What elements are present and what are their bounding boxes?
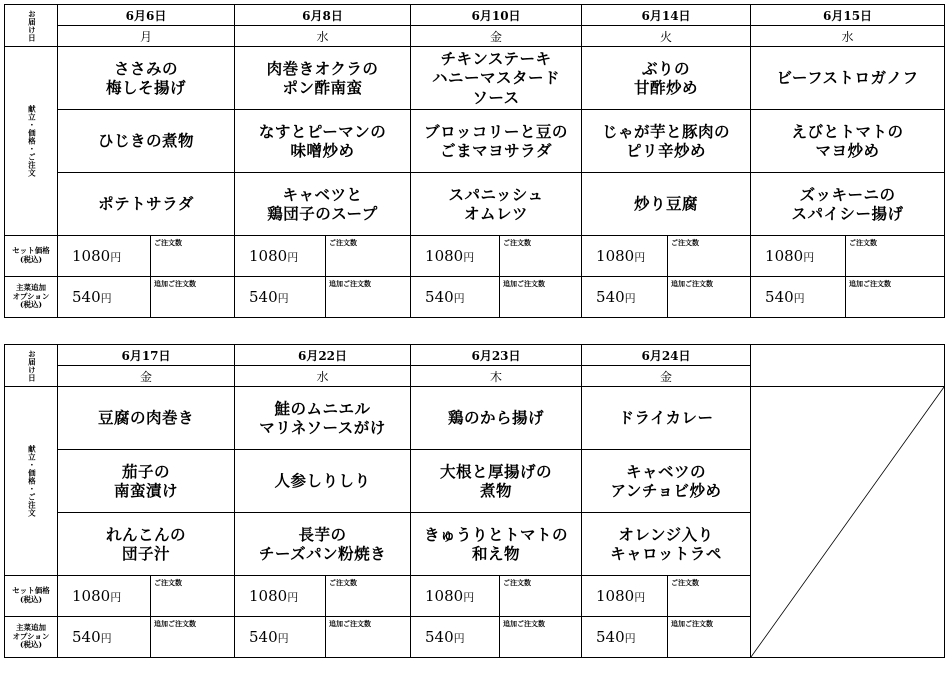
row-label-text (5, 284, 57, 310)
yen-unit: 円 (100, 292, 112, 305)
dish-line: オムレツ (464, 204, 529, 223)
dish-line: ハニーマスタード (432, 68, 561, 88)
set-price-value: 1080 (596, 587, 635, 605)
dish-name (58, 387, 235, 450)
extra-price (411, 617, 500, 658)
dish-line: じゃが芋と豚肉の (602, 121, 731, 141)
extra-price (582, 617, 668, 658)
dish-name (582, 450, 751, 513)
order-count-field[interactable] (668, 236, 751, 277)
dish-name (411, 450, 582, 513)
dish-line: 梅しそ揚げ (106, 78, 187, 97)
dish-name (582, 513, 751, 576)
dish-name (58, 173, 235, 236)
weekday: 木 (411, 366, 582, 387)
set-price (235, 236, 326, 277)
extra-price (58, 617, 151, 658)
extra-order-count-field[interactable] (500, 277, 582, 318)
row-label-line: 主菜追加 (16, 283, 46, 293)
yen-unit: 円 (100, 632, 112, 645)
row-label-text: 献立・価格・ご注文 (27, 445, 37, 517)
yen-unit: 円 (634, 591, 646, 604)
dish-name (411, 173, 582, 236)
extra-price-value: 540 (72, 628, 101, 646)
dish-line: 豆腐の肉巻き (97, 408, 194, 428)
dish-name (235, 450, 411, 513)
dish-line: ビーフストロガノフ (776, 68, 919, 88)
row-label-line: 主菜追加 (16, 623, 46, 633)
row-label-line: セット価格 (12, 586, 50, 596)
dish-name (235, 173, 411, 236)
delivery-date: 6月23日 (411, 345, 582, 366)
empty-header-cell (751, 345, 945, 387)
dish-line: ピリ辛炒め (626, 141, 707, 160)
set-price (235, 576, 326, 617)
dish-line: マヨ炒め (815, 141, 880, 160)
dish-name (751, 173, 945, 236)
yen-unit: 円 (793, 292, 805, 305)
set-price-value: 1080 (596, 247, 635, 265)
week1-body (5, 5, 945, 318)
dish-line: アンチョビ炒め (610, 481, 722, 500)
dish-line: チキンステーキ (440, 48, 552, 68)
yen-unit: 円 (277, 292, 289, 305)
dish-name (582, 173, 751, 236)
menu-table-week2 (4, 344, 945, 658)
order-count-label: ご注文数 (671, 578, 699, 587)
weekday: 水 (235, 26, 411, 47)
row-label (5, 47, 58, 236)
weekday: 月 (58, 26, 235, 47)
delivery-date: 6月15日 (751, 5, 945, 26)
delivery-date: 6月10日 (411, 5, 582, 26)
set-price (58, 236, 151, 277)
order-count-label: ご注文数 (329, 238, 358, 247)
row-label (5, 617, 58, 658)
dish-line: 鶏のから揚げ (447, 408, 544, 428)
set-price-value: 1080 (425, 247, 464, 265)
extra-order-count-field[interactable] (668, 277, 751, 318)
dish-line: キャロットラペ (610, 544, 722, 563)
set-price-value: 1080 (425, 587, 464, 605)
yen-unit: 円 (453, 292, 465, 305)
dish-line: オレンジ入り (618, 524, 714, 544)
set-price (411, 576, 500, 617)
dish-line: 煮物 (479, 481, 512, 500)
dish-name (235, 47, 411, 110)
dish-line: ささみの (114, 58, 179, 78)
empty-slot (751, 387, 945, 658)
order-count-field[interactable] (846, 236, 945, 277)
dish-line: キャベツと (282, 184, 363, 204)
dish-line: 鮭のムニエル (274, 398, 371, 418)
dish-line: 大根と厚揚げの (439, 461, 552, 481)
order-count-label: ご注文数 (503, 578, 531, 587)
dish-name (411, 387, 582, 450)
extra-price (582, 277, 668, 318)
set-price-value: 1080 (72, 247, 111, 265)
dish-name (58, 110, 235, 173)
row-label-text (5, 247, 57, 264)
extra-order-count-label: 追加ご注文数 (154, 279, 196, 288)
dish-line: ごまマヨサラダ (440, 141, 552, 160)
order-count-label: ご注文数 (849, 238, 878, 247)
extra-price (235, 277, 326, 318)
dish-line: ぶりの (642, 58, 691, 78)
set-price (582, 236, 668, 277)
row-label (5, 576, 58, 617)
dish-line: えびとトマトの (791, 121, 904, 141)
order-count-label: ご注文数 (329, 578, 357, 587)
extra-order-count-label: 追加ご注文数 (671, 279, 714, 288)
extra-price (235, 617, 326, 658)
dish-line: ひじきの煮物 (98, 131, 195, 151)
dish-line: きゅうりとトマトの (423, 524, 568, 544)
row-label-line: (税込) (19, 300, 43, 310)
yen-unit: 円 (624, 632, 636, 645)
extra-order-count-label: 追加ご注文数 (154, 619, 196, 628)
row-label (5, 236, 58, 277)
yen-unit: 円 (287, 251, 299, 264)
set-price-value: 1080 (765, 247, 804, 265)
row-label-line: オプション (12, 631, 50, 641)
dish-name (751, 47, 945, 110)
set-price-value: 1080 (249, 587, 288, 605)
row-label-text (5, 587, 57, 604)
row-label-line: (税込) (19, 640, 43, 650)
row-label-line: セット価格 (12, 246, 50, 256)
row-label-text: お届け日 (27, 349, 37, 382)
dish-name (58, 513, 235, 576)
extra-price-value: 540 (596, 628, 625, 646)
dish-line: スパニッシュ (448, 184, 544, 204)
dish-name (582, 110, 751, 173)
weekday: 金 (582, 366, 751, 387)
row-label-text: お届け日 (27, 9, 37, 42)
set-price (58, 576, 151, 617)
order-count-label: ご注文数 (154, 578, 182, 587)
dish-line: 茄子の (121, 461, 170, 481)
dish-line: 肉巻きオクラの (266, 58, 379, 78)
weekday: 水 (235, 366, 411, 387)
set-price (411, 236, 500, 277)
dish-name (58, 47, 235, 110)
dish-name (235, 110, 411, 173)
dish-line: ドライカレー (618, 408, 714, 428)
extra-price (751, 277, 846, 318)
dish-name (411, 513, 582, 576)
row-label (5, 387, 58, 576)
dish-name (58, 450, 235, 513)
row-label (5, 5, 58, 47)
yen-unit: 円 (453, 632, 465, 645)
extra-order-count-field[interactable] (500, 617, 582, 658)
yen-unit: 円 (110, 591, 122, 604)
dish-line: 長芋の (298, 524, 347, 544)
delivery-date: 6月6日 (58, 5, 235, 26)
order-count-field[interactable] (668, 576, 751, 617)
extra-price-value: 540 (425, 288, 454, 306)
menu-table-week1 (4, 4, 945, 318)
dish-line: 南蛮漬け (113, 481, 178, 500)
extra-price-value: 540 (765, 288, 794, 306)
delivery-date: 6月24日 (582, 345, 751, 366)
dish-name (235, 513, 411, 576)
dish-name (411, 110, 582, 173)
weekday: 水 (751, 26, 945, 47)
dish-line: ソース (472, 87, 520, 107)
delivery-date: 6月14日 (582, 5, 751, 26)
delivery-date: 6月17日 (58, 345, 235, 366)
extra-order-count-field[interactable] (326, 277, 411, 318)
weekday: 火 (582, 26, 751, 47)
dish-line: ポン酢南蛮 (282, 78, 363, 97)
extra-order-count-field[interactable] (151, 277, 235, 318)
order-count-field[interactable] (500, 576, 582, 617)
yen-unit: 円 (463, 591, 475, 604)
dish-name (235, 387, 411, 450)
delivery-date: 6月22日 (235, 345, 411, 366)
extra-order-count-label: 追加ご注文数 (671, 619, 713, 628)
dish-line: 人参しりしり (274, 471, 371, 491)
dish-line: なすとピーマンの (258, 121, 387, 141)
order-count-field[interactable] (151, 576, 235, 617)
yen-unit: 円 (463, 251, 475, 264)
order-count-field[interactable] (326, 576, 411, 617)
extra-price (411, 277, 500, 318)
extra-price-value: 540 (249, 288, 278, 306)
row-label-line: オプション (12, 291, 50, 301)
delivery-date: 6月8日 (235, 5, 411, 26)
dish-line: キャベツの (625, 461, 706, 481)
extra-order-count-label: 追加ご注文数 (849, 279, 892, 288)
dish-line: 甘酢炒め (634, 78, 699, 97)
extra-order-count-field[interactable] (846, 277, 945, 318)
diagonal-strike (751, 387, 944, 657)
set-price-value: 1080 (249, 247, 288, 265)
order-count-label: ご注文数 (503, 238, 532, 247)
row-label (5, 345, 58, 387)
order-count-label: ご注文数 (671, 238, 700, 247)
dish-line: ポテトサラダ (98, 194, 194, 214)
order-count-field[interactable] (151, 236, 235, 277)
yen-unit: 円 (624, 292, 636, 305)
set-price (751, 236, 846, 277)
row-label-text (5, 624, 57, 650)
yen-unit: 円 (110, 251, 122, 264)
order-count-field[interactable] (326, 236, 411, 277)
dish-line: チーズパン粉焼き (258, 544, 387, 563)
yen-unit: 円 (803, 251, 815, 264)
weekday: 金 (58, 366, 235, 387)
dish-line: 炒り豆腐 (634, 194, 699, 214)
extra-price (58, 277, 151, 318)
set-price (582, 576, 668, 617)
row-label (5, 277, 58, 318)
extra-price-value: 540 (249, 628, 278, 646)
dish-line: マリネソースがけ (259, 418, 386, 437)
yen-unit: 円 (277, 632, 289, 645)
dish-line: ブロッコリーと豆の (424, 121, 568, 141)
dish-line: れんこんの (105, 524, 186, 544)
order-count-field[interactable] (500, 236, 582, 277)
dish-name (751, 110, 945, 173)
extra-order-count-field[interactable] (151, 617, 235, 658)
yen-unit: 円 (287, 591, 299, 604)
extra-order-count-field[interactable] (668, 617, 751, 658)
extra-order-count-label: 追加ご注文数 (329, 619, 371, 628)
dish-line: ズッキーニの (799, 184, 896, 204)
row-label-line: (税込) (19, 255, 43, 264)
dish-line: 和え物 (471, 544, 520, 563)
dish-name (582, 387, 751, 450)
extra-order-count-field[interactable] (326, 617, 411, 658)
extra-order-count-label: 追加ご注文数 (329, 279, 372, 288)
yen-unit: 円 (634, 251, 646, 264)
row-label-text: 献立・価格・ご注文 (27, 105, 37, 177)
extra-price-value: 540 (425, 628, 454, 646)
dish-name (582, 47, 751, 110)
weekday: 金 (411, 26, 582, 47)
dish-name (411, 47, 582, 110)
dish-line: スパイシー揚げ (791, 204, 904, 223)
extra-price-value: 540 (596, 288, 625, 306)
row-label-line: (税込) (19, 595, 43, 604)
order-count-label: ご注文数 (154, 238, 182, 247)
dish-line: 味噌炒め (290, 141, 355, 160)
dish-line: 鶏団子のスープ (267, 204, 378, 223)
set-price-value: 1080 (72, 587, 111, 605)
dish-line: 団子汁 (121, 544, 170, 563)
extra-price-value: 540 (72, 288, 101, 306)
extra-order-count-label: 追加ご注文数 (503, 619, 545, 628)
week2-body (5, 345, 945, 658)
extra-order-count-label: 追加ご注文数 (503, 279, 546, 288)
